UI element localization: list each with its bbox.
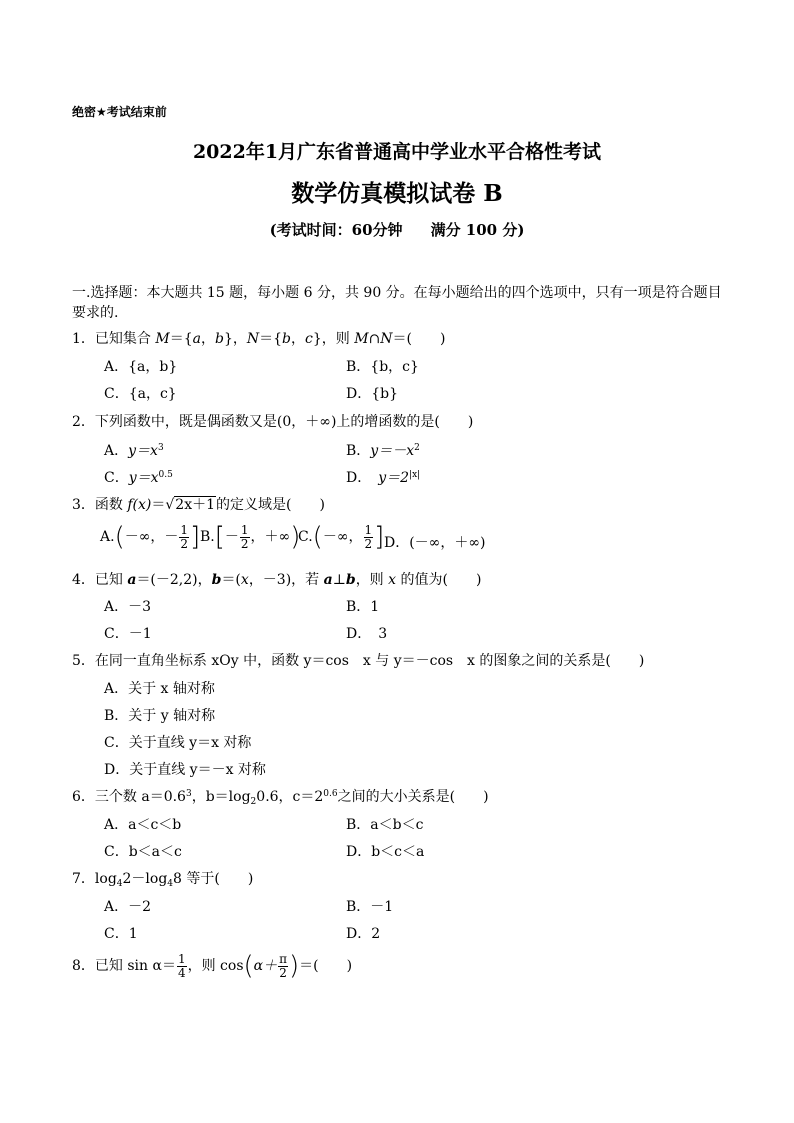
question-3-option-c: C.(－∞， $\frac{1}{2}$ ] bbox=[298, 522, 385, 552]
question-4-option-b: B．1 bbox=[346, 599, 380, 615]
question-6-stem: 6．三个数 $a=0.6^3$，$b=\log_20.6$，$c=2^{0.6}$之间的大小关系是( ) bbox=[72, 789, 489, 807]
exam-info bbox=[0, 219, 794, 240]
exam-subtitle: 数学仿真模拟试卷 B bbox=[291, 180, 503, 207]
question-2-option-c: C．$y=x^{0.5}$ bbox=[104, 470, 173, 486]
question-7-option-a: A．－2 bbox=[104, 899, 152, 915]
exam-title: 2022年1月广东省普通高中学业水平合格性考试 bbox=[192, 141, 602, 163]
question-6-option-d: D．b＜c＜a bbox=[346, 844, 425, 860]
fraction: $\frac{1}{4}$ bbox=[177, 951, 186, 980]
question-7-option-d: D．2 bbox=[346, 926, 381, 942]
exam-time: (考试时间：60分钟 bbox=[269, 221, 403, 239]
question-6-option-a: A．a＜c＜b bbox=[104, 817, 182, 833]
fraction: $\frac{1}{2}$ bbox=[364, 522, 373, 551]
section-intro: 一.选择题：本大题共 15 题，每小题 6 分，共 90 分。在每小题给出的四个选项中，只有一项是符合题目要求的. bbox=[72, 285, 722, 321]
question-5-option-a: A．关于 x 轴对称 bbox=[104, 681, 215, 697]
fraction: $\frac{1}{2}$ bbox=[180, 522, 189, 551]
question-2-stem: 2．下列函数中，既是偶函数又是(0，＋∞)上的增函数的是( ) bbox=[72, 414, 474, 430]
question-3-option-a: A.(－∞，－ $\frac{1}{2}$ ] bbox=[100, 522, 201, 552]
question-2-option-a: A．$y=x^3$ bbox=[104, 443, 164, 459]
question-2-option-b: B．$y=-x^2$ bbox=[346, 443, 420, 459]
question-7-option-b: B．－1 bbox=[346, 899, 394, 915]
question-3-option-d: D．(－∞，＋∞) bbox=[384, 535, 486, 551]
question-7-option-c: C．1 bbox=[104, 926, 138, 942]
fraction: $\frac{\pi}{2}$ bbox=[279, 951, 288, 980]
question-8-stem: 8．已知 sin α＝ $\frac{1}{4}$ ，则 cos(α＋ $\frac{\pi}{2}$ )＝( ) bbox=[72, 951, 353, 981]
question-4-option-c: C．－1 bbox=[104, 626, 152, 642]
question-5-option-c: C．关于直线 y＝x 对称 bbox=[104, 735, 252, 751]
question-5-stem: 5．在同一直角坐标系 xOy 中，函数 y＝cos x 与 y＝－cos x 的图象之间的关系是( ) bbox=[72, 653, 645, 669]
question-1-option-c: C．{a，c} bbox=[104, 386, 177, 402]
question-2-option-d: D． $y=2^{|x|}$ bbox=[346, 470, 421, 486]
full-score: 满分 100 分) bbox=[430, 221, 525, 239]
fraction: $\frac{1}{2}$ bbox=[240, 522, 249, 551]
question-4-option-d: D． 3 bbox=[346, 626, 388, 642]
question-1-option-d: D．{b} bbox=[346, 386, 399, 402]
question-7-stem: 7．$\log_42-\log_48$ 等于( ) bbox=[72, 871, 254, 889]
question-4-option-a: A．－3 bbox=[104, 599, 152, 615]
question-4-stem: 4．已知 a＝(－2,2)，b＝(x，－3)，若 a⊥b，则 x 的值为( ) bbox=[72, 572, 482, 588]
confidential-label: 绝密★考试结束前 bbox=[72, 105, 167, 119]
question-1-stem: 1．已知集合 M＝{a，b}，N＝{b，c}，则 M∩N＝( ) bbox=[72, 331, 446, 347]
question-1-option-a: A．{a，b} bbox=[104, 359, 178, 375]
question-6-option-c: C．b＜a＜c bbox=[104, 844, 182, 860]
question-6-option-b: B．a＜b＜c bbox=[346, 817, 424, 833]
question-5-option-d: D．关于直线 y＝－x 对称 bbox=[104, 762, 266, 778]
question-3-option-b: B.[－ $\frac{1}{2}$ ，＋∞) bbox=[200, 522, 301, 552]
question-1-option-b: B．{b，c} bbox=[346, 359, 419, 375]
question-3-stem: 3．函数 f(x)＝√2x＋1的定义域是( ) bbox=[72, 497, 325, 513]
question-5-option-b: B．关于 y 轴对称 bbox=[104, 708, 216, 724]
